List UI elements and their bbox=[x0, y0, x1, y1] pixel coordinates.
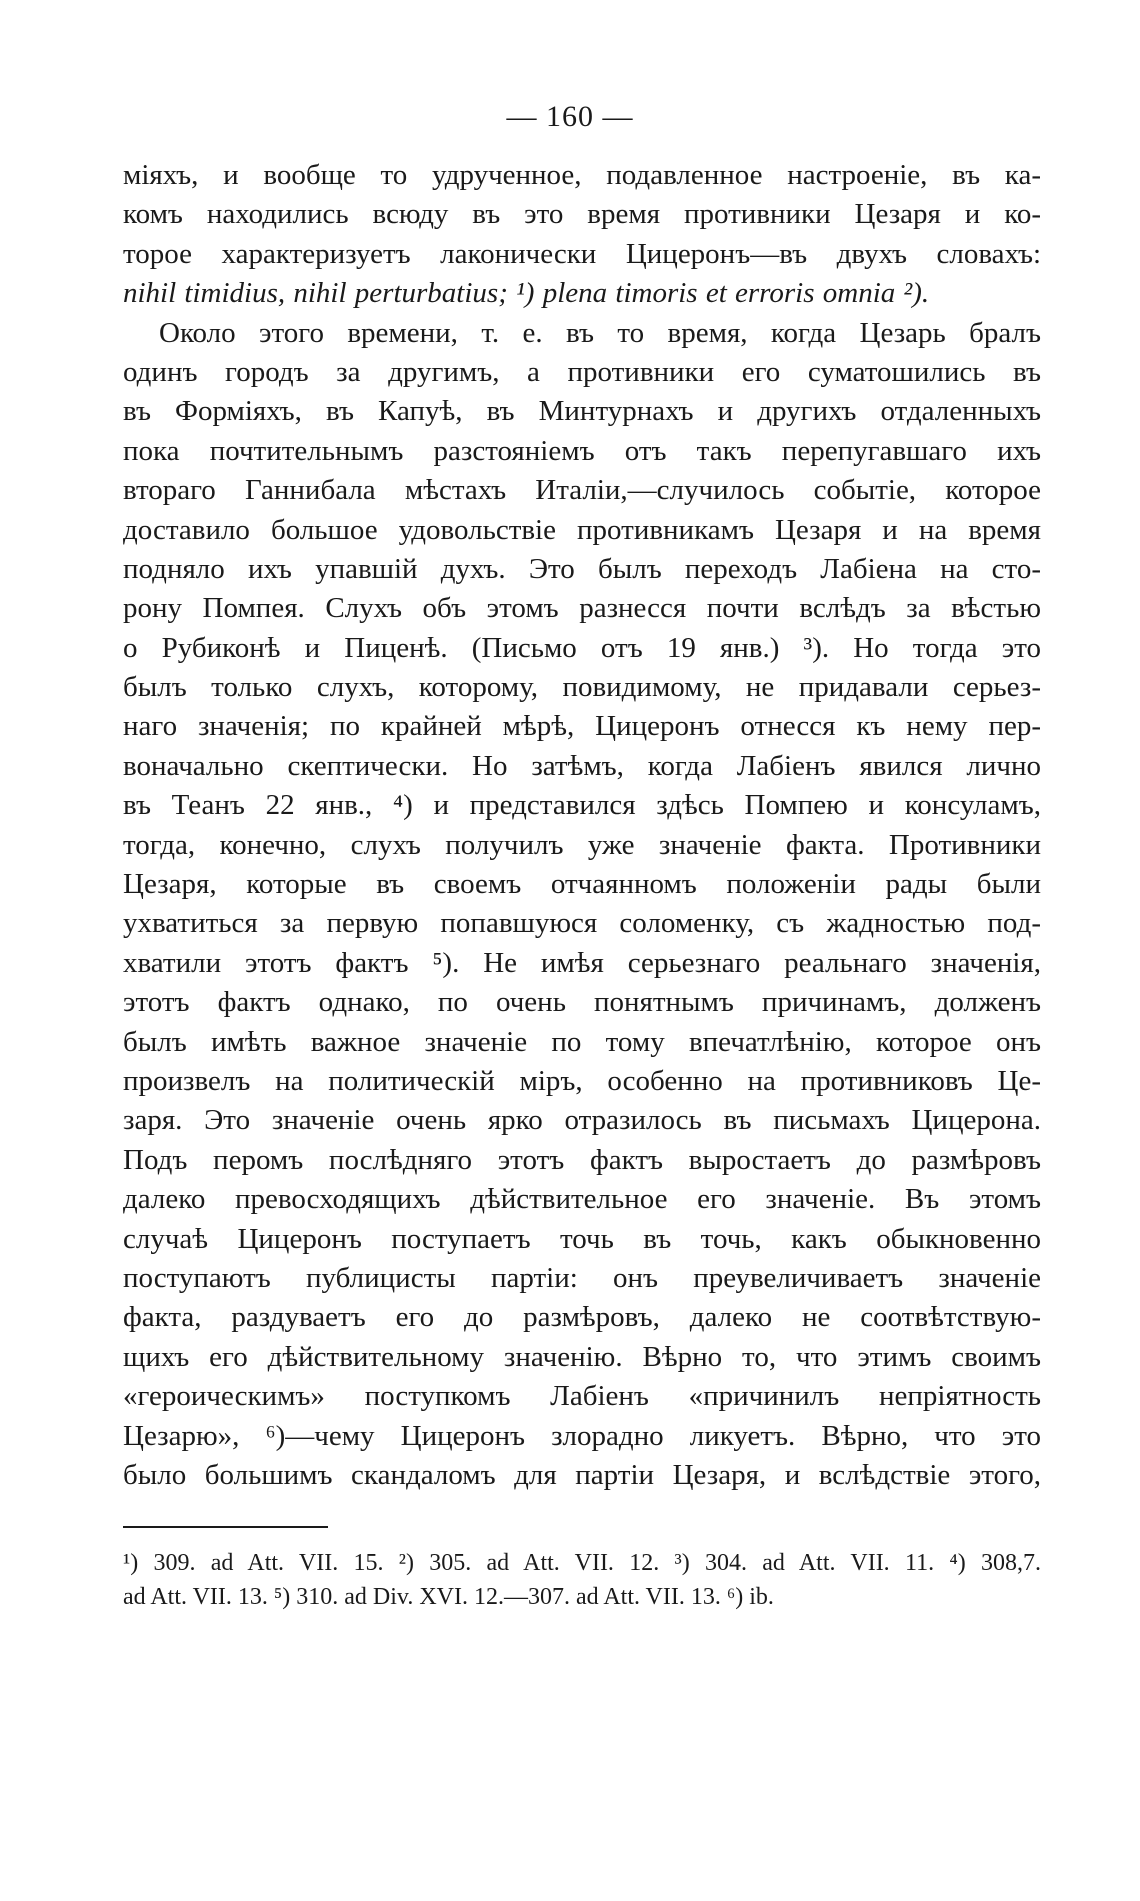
text-line: въ Форміяхъ, въ Капуѣ, въ Минтурнахъ и другихъ отдаленныхъ bbox=[123, 395, 1041, 428]
text-line: былъ только слухъ, которому, повидимому, не придавали серьез- bbox=[123, 671, 1041, 704]
text-line: хватили этотъ фактъ ⁵). Не имѣя серьезнаго реальнаго значенія, bbox=[123, 946, 1041, 979]
text-line: заря. Это значеніе очень ярко отразилось въ письмахъ Цицерона. bbox=[123, 1104, 1041, 1137]
text-line: подняло ихъ упавшій духъ. Это былъ переходъ Лабіена на сто- bbox=[123, 552, 1041, 585]
text-line: произвелъ на политическій міръ, особенно на противниковъ Це- bbox=[123, 1064, 1041, 1097]
page-number: — 160 — bbox=[506, 100, 634, 133]
body-text bbox=[123, 156, 1041, 1495]
text-line: nihil timidius, nihil perturbatius; ¹) plena timoris et erroris omnia ²). bbox=[123, 277, 930, 310]
text-line: доставило большое удовольствіе противникамъ Цезаря и на время bbox=[123, 513, 1041, 546]
text-line: ухватиться за первую попавшуюся соломенку, съ жадностью под- bbox=[123, 907, 1041, 940]
text-line: втораго Ганнибала мѣстахъ Италіи,—случилось событіе, которое bbox=[123, 474, 1041, 507]
footnote-line: ad Att. VII. 13. ⁵) 310. ad Div. XVI. 12.—307. ad Att. VII. 13. ⁶) ib. bbox=[123, 1584, 774, 1610]
text-line: далеко превосходящихъ дѣйствительное его значеніе. Въ этомъ bbox=[123, 1183, 1041, 1216]
text-line: воначально скептически. Но затѣмъ, когда Лабіенъ явился лично bbox=[123, 749, 1041, 782]
text-line: о Рубиконѣ и Пиценѣ. (Письмо отъ 19 янв.) ³). Но тогда это bbox=[123, 631, 1041, 664]
text-line: было большимъ скандаломъ для партіи Цезаря, и вслѣдствіе этого, bbox=[123, 1458, 1041, 1491]
text-line: въ Теанъ 22 янв., ⁴) и представился здѣсь Помпею и консуламъ, bbox=[123, 789, 1041, 822]
text-line: торое характеризуетъ лаконически Цицеронъ—въ двухъ словахъ: bbox=[123, 237, 1041, 270]
text-line: пока почтительнымъ разстояніемъ отъ такъ перепугавшаго ихъ bbox=[123, 434, 1041, 467]
text-line: былъ имѣть важное значеніе по тому впечатлѣнію, которое онъ bbox=[123, 1025, 1041, 1058]
footnote-line: ¹) 309. ad Att. VII. 15. ²) 305. ad Att. VII. 12. ³) 304. ad Att. VII. 11. ⁴) 308,7. bbox=[123, 1550, 1041, 1576]
text-line: тогда, конечно, слухъ получилъ уже значеніе факта. Противники bbox=[123, 828, 1041, 861]
text-line: факта, раздуваетъ его до размѣровъ, далеко не соотвѣтствую- bbox=[123, 1301, 1041, 1334]
text-line: Цезарю», ⁶)—чему Цицеронъ злорадно ликуетъ. Вѣрно, что это bbox=[123, 1419, 1041, 1452]
text-line: этотъ фактъ однако, по очень понятнымъ причинамъ, долженъ bbox=[123, 986, 1041, 1019]
text-line: комъ находились всюду въ это время противники Цезаря и ко- bbox=[123, 198, 1041, 231]
text-line: «героическимъ» поступкомъ Лабіенъ «причинилъ непріятность bbox=[123, 1380, 1041, 1413]
footnote-divider bbox=[123, 1526, 328, 1528]
text-line: случаѣ Цицеронъ поступаетъ точь въ точь, какъ обыкновенно bbox=[123, 1222, 1041, 1255]
text-line: щихъ его дѣйствительному значенію. Вѣрно то, что этимъ своимъ bbox=[123, 1340, 1041, 1373]
text-line: наго значенія; по крайней мѣрѣ, Цицеронъ отнесся къ нему пер- bbox=[123, 710, 1041, 743]
text-line: міяхъ, и вообще то удрученное, подавленное настроеніе, въ ка- bbox=[123, 159, 1041, 191]
text-line: Подъ перомъ послѣдняго этотъ фактъ выростаетъ до размѣровъ bbox=[123, 1143, 1041, 1176]
footnotes bbox=[123, 1546, 1041, 1614]
text-line: Около этого времени, т. е. въ то время, когда Цезарь бралъ bbox=[159, 316, 1041, 349]
text-line: поступаютъ публицисты партіи: онъ преувеличиваетъ значеніе bbox=[123, 1261, 1041, 1294]
text-line: одинъ городъ за другимъ, а противники его суматошились въ bbox=[123, 355, 1041, 388]
text-line: Цезаря, которые въ своемъ отчаянномъ положеніи рады были bbox=[123, 868, 1041, 901]
text-line: рону Помпея. Слухъ объ этомъ разнесся почти вслѣдъ за вѣстью bbox=[123, 592, 1041, 625]
